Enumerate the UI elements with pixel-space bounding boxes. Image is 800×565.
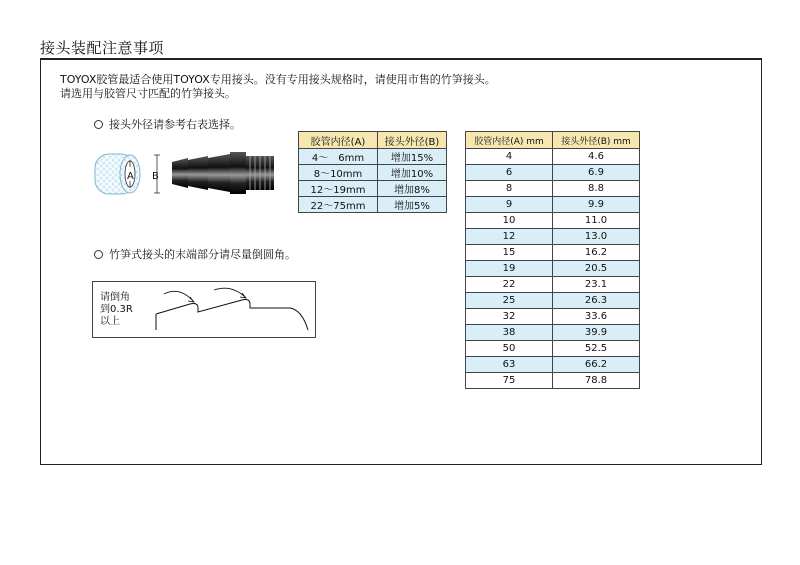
page-title: 接头装配注意事项 — [40, 39, 165, 57]
table-row — [466, 213, 640, 229]
size-cell-inner: 8 — [466, 181, 553, 197]
chamfer-note-line-2: 到0.3R — [100, 304, 133, 315]
table-row — [466, 197, 640, 213]
size-cell-outer: 11.0 — [553, 213, 640, 229]
size-cell-inner: 38 — [466, 325, 553, 341]
ratio-cell-outer: 增加5% — [378, 197, 447, 213]
size-cell-outer: 39.9 — [553, 325, 640, 341]
label-b: B — [152, 171, 159, 182]
ratio-cell-inner: 4～ 6mm — [299, 149, 378, 165]
table-row — [299, 197, 447, 213]
size-cell-outer: 33.6 — [553, 309, 640, 325]
size-cell-inner: 15 — [466, 245, 553, 261]
size-cell-outer: 23.1 — [553, 277, 640, 293]
size-cell-inner: 75 — [466, 373, 553, 389]
size-cell-outer: 66.2 — [553, 357, 640, 373]
size-cell-inner: 22 — [466, 277, 553, 293]
size-cell-inner: 12 — [466, 229, 553, 245]
ratio-cell-outer: 增加8% — [378, 181, 447, 197]
table-row — [466, 277, 640, 293]
ratio-table — [298, 131, 447, 213]
size-cell-inner: 25 — [466, 293, 553, 309]
table-row — [466, 373, 640, 389]
size-cell-outer: 52.5 — [553, 341, 640, 357]
table-row — [466, 181, 640, 197]
table-row — [466, 309, 640, 325]
size-cell-outer: 26.3 — [553, 293, 640, 309]
table-row — [466, 229, 640, 245]
size-cell-inner: 10 — [466, 213, 553, 229]
table-row — [466, 149, 640, 165]
table-row — [466, 325, 640, 341]
size-cell-outer: 13.0 — [553, 229, 640, 245]
table-row — [299, 165, 447, 181]
circle-bullet-icon — [94, 120, 103, 129]
size-cell-outer: 8.8 — [553, 181, 640, 197]
table-row — [299, 181, 447, 197]
size-cell-inner: 9 — [466, 197, 553, 213]
ratio-header-outer: 接头外径(B) — [378, 132, 447, 149]
size-cell-outer: 16.2 — [553, 245, 640, 261]
size-cell-inner: 19 — [466, 261, 553, 277]
size-cell-outer: 78.8 — [553, 373, 640, 389]
chamfer-note-line-3: 以上 — [100, 316, 120, 327]
circle-bullet-icon — [94, 250, 103, 259]
size-header-outer: 接头外径(B) mm — [553, 132, 640, 149]
size-cell-outer: 4.6 — [553, 149, 640, 165]
barb-profile-diagram — [150, 284, 312, 334]
size-cell-inner: 63 — [466, 357, 553, 373]
ratio-cell-inner: 22～75mm — [299, 197, 378, 213]
chamfer-note — [100, 292, 133, 328]
size-cell-inner: 4 — [466, 149, 553, 165]
ratio-cell-outer: 增加10% — [378, 165, 447, 181]
intro-line-2: 请选用与胶管尺寸匹配的竹笋接头。 — [60, 87, 236, 100]
table-row — [466, 165, 640, 181]
size-cell-outer: 6.9 — [553, 165, 640, 181]
bullet-select-size-text: 接头外径请参考右表选择。 — [109, 118, 241, 131]
intro-line-1: TOYOX胶管最适合使用TOYOX专用接头。没有专用接头规格时，请使用市售的竹笋接头。 — [60, 73, 496, 86]
size-cell-inner: 6 — [466, 165, 553, 181]
arrow-head-icon — [188, 297, 194, 302]
hose-fitting-diagram — [92, 148, 282, 200]
barbed-fitting-icon — [172, 152, 274, 194]
size-header-inner: 胶管内径(A) mm — [466, 132, 553, 149]
chamfer-note-line-1: 请倒角 — [100, 292, 130, 303]
size-cell-inner: 32 — [466, 309, 553, 325]
table-row — [466, 341, 640, 357]
table-row — [466, 357, 640, 373]
ratio-header-inner: 胶管内径(A) — [299, 132, 378, 149]
table-row — [466, 293, 640, 309]
size-cell-inner: 50 — [466, 341, 553, 357]
ratio-cell-outer: 增加15% — [378, 149, 447, 165]
table-row — [466, 261, 640, 277]
size-cell-outer: 20.5 — [553, 261, 640, 277]
ratio-cell-inner: 12～19mm — [299, 181, 378, 197]
label-a: A — [127, 171, 134, 182]
ratio-cell-inner: 8～10mm — [299, 165, 378, 181]
size-table — [465, 131, 640, 389]
intro-text — [60, 73, 496, 101]
bullet-chamfer-text: 竹笋式接头的末端部分请尽量倒圆角。 — [109, 248, 296, 261]
table-row — [299, 149, 447, 165]
bullet-select-size — [94, 116, 241, 132]
size-cell-outer: 9.9 — [553, 197, 640, 213]
table-row — [466, 245, 640, 261]
bullet-chamfer — [94, 246, 296, 262]
